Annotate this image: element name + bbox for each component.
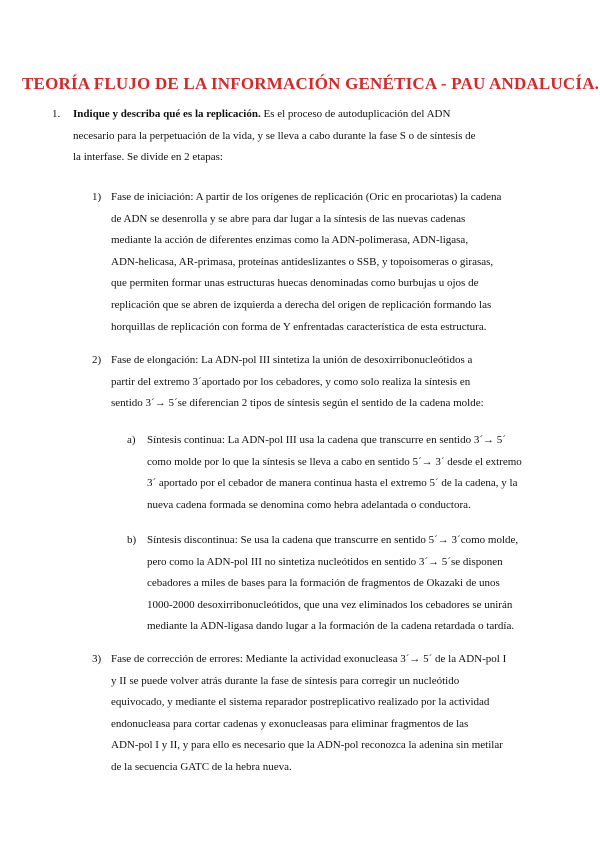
page-title: TEORÍA FLUJO DE LA INFORMACIÓN GENÉTICA - PAU ANDALUCÍA. [22,74,600,93]
sub-b-text [147,530,518,638]
step-text-line: replicación que se abren de izquierda a derecha del origen de replicación formando las [111,298,492,311]
sub-text-line: 3´ aportado por el cebador de manera continua hasta el extremo 5´ de la cadena, y la [147,477,518,490]
sub-letter: a) [127,434,136,446]
step-text-line: de la secuencia GATC de la hebra nueva. [111,760,292,773]
step-text-line: partir del extremo 3´aportado por los cebadores, y como solo realiza la síntesis en [111,375,471,388]
step-2-text [111,350,484,415]
question-text-line: la interfase. Se divide en 2 etapas: [73,151,223,164]
step-1-text [111,187,501,338]
question-1-text [73,104,476,169]
sub-text-line: nueva cadena formada se denomina como hebra adelantada o conductora. [147,498,471,511]
step-3-text [111,649,506,779]
sub-text-line: cebadores a miles de bases para la formación de fragmentos de Okazaki de unos [147,577,500,590]
sub-text-line: pero como la ADN-pol III no sintetiza nucleótidos en sentido 3´→ 5´se disponen [147,555,503,568]
sub-letter: b) [127,534,137,546]
sub-text-line: mediante la ADN-ligasa dando lugar a la formación de la cadena retardada o tardía. [147,620,515,633]
step-number: 2) [92,354,102,366]
question-text-line: necesario para la perpetuación de la vida, y se lleva a cabo durante la fase S o de síntesis de [73,129,476,142]
step-text-line: Fase de iniciación: A partir de los orígenes de replicación (Oric en procariotas) la cadena [111,191,502,203]
question-text-line: Es el proceso de autoduplicación del ADN [260,108,451,120]
sub-text-line: Síntesis discontinua: Se usa la cadena que transcurre en sentido 5´→ 3´como molde, [147,534,519,546]
step-text-line: ADN-helicasa, AR-primasa, proteínas antideslizantes o SSB, y topoisomeras o girasas, [111,255,494,268]
step-text-line: sentido 3´→ 5´se diferencian 2 tipos de síntesis según el sentido de la cadena molde: [111,397,484,410]
step-text-line: mediante la acción de diferentes enzimas como la ADN-polimerasa, ADN-ligasa, [111,234,469,247]
sub-text-line: como molde por lo que la síntesis se lleva a cabo en sentido 5´→ 3´ desde el extremo [147,455,522,468]
sub-a-text [147,430,522,516]
step-text-line: de ADN se desenrolla y se abre para dar lugar a la síntesis de las nuevas cadenas [111,212,466,225]
step-text-line: Fase de elongación: La ADN-pol III sintetiza la unión de desoxirribonucleótidos a [111,354,473,366]
step-text-line: horquillas de replicación con forma de Y enfrentadas característica de esta estructura. [111,320,487,333]
question-heading: Indique y describa qué es la replicación. [73,108,261,120]
step-text-line: Fase de corrección de errores: Mediante la actividad exonucleasa 3´→ 5´ de la ADN-pol I [111,653,507,665]
sub-text-line: Síntesis continua: La ADN-pol III usa la cadena que transcurre en sentido 3´→ 5´ [147,434,506,446]
step-number: 1) [92,191,102,203]
step-text-line: endonucleasa para cortar cadenas y exonucleasas para eliminar fragmentos de las [111,717,469,730]
step-text-line: que permiten formar unas estructuras huecas denominadas como burbujas u ojos de [111,277,479,290]
step-text-line: ADN-pol I y II, y para ello es necesario que la ADN-pol reconozca la adenina sin metilar [111,739,503,752]
question-number: 1. [52,108,61,120]
step-number: 3) [92,653,102,665]
step-text-line: equivocado, y mediante el sistema reparador postreplicativo realizado por la actividad [111,696,490,709]
step-text-line: y II se puede volver atrás durante la fase de síntesis para corregir un nucleótido [111,674,460,687]
sub-text-line: 1000-2000 desoxirribonucleótidos, que una vez eliminados los cebadores se unirán [147,598,513,611]
